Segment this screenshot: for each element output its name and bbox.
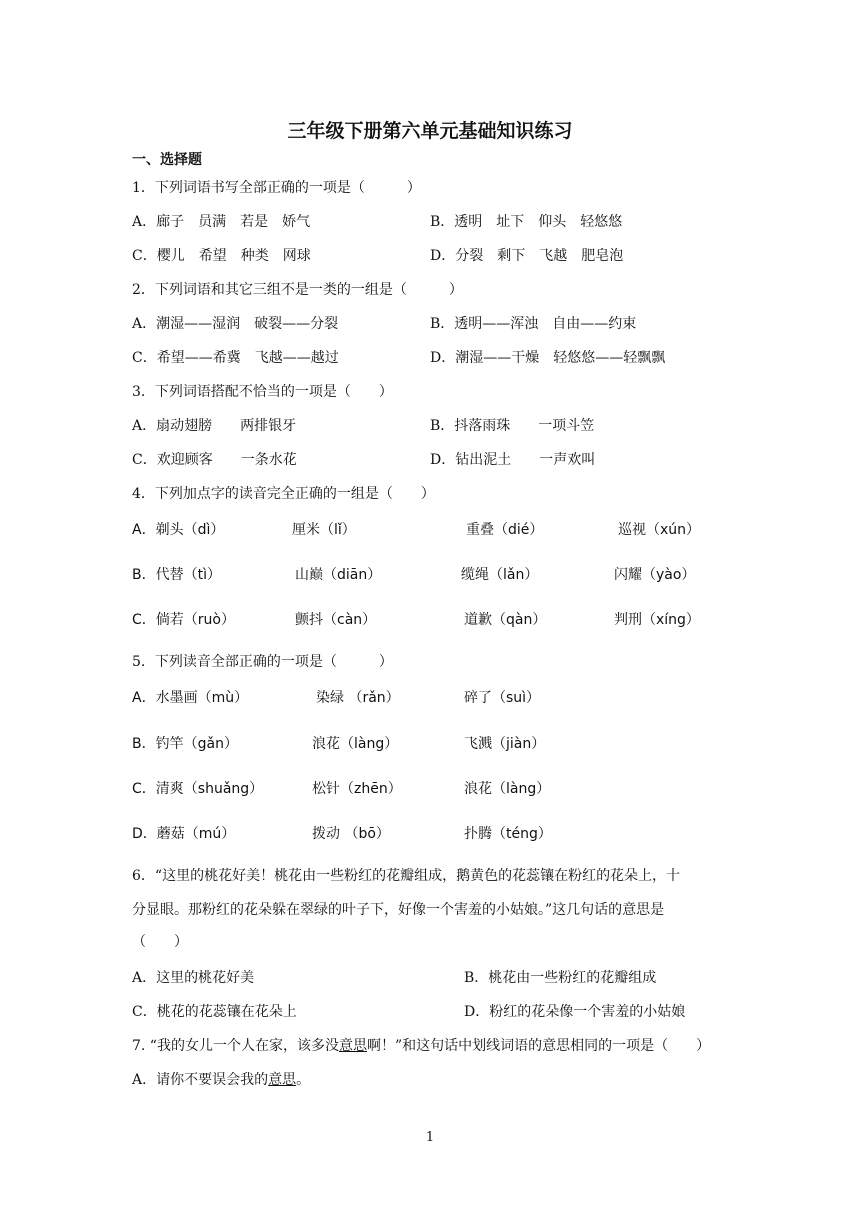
question-5-stem: 5．下列读音全部正确的一项是（ ） [132, 654, 393, 670]
q1-option-b: B．透明 址下 仰头 轻悠悠 [430, 214, 623, 230]
q5-option-c-3: 浪花（làng） [464, 781, 551, 797]
q6-option-a: A．这里的桃花好美 [132, 970, 255, 986]
question-3-stem: 3．下列词语搭配不恰当的一项是（ ） [132, 384, 393, 400]
q2-option-a: A．潮湿——湿润 破裂——分裂 [132, 316, 339, 332]
underlined-word: 意思 [268, 1072, 297, 1088]
q3-option-a: A．扇动翅膀 两排银牙 [132, 418, 297, 434]
q4-option-b-1: B．代替（tì） [132, 567, 221, 583]
q4-option-c-1: C．倘若（ruò） [132, 612, 235, 628]
q5-option-c-2: 松针（zhēn） [312, 781, 402, 797]
page-number: 1 [425, 1130, 435, 1145]
q1-option-d: D．分裂 剩下 飞越 肥皂泡 [430, 248, 624, 264]
q2-option-b: B．透明——浑浊 自由——约束 [430, 316, 637, 332]
question-6-line-1: 6．“这里的桃花好美！桃花由一些粉红的花瓣组成，鹅黄色的花蕊镶在粉红的花朵上，十 [132, 868, 681, 884]
q1-option-c: C．樱儿 希望 种类 网球 [132, 248, 311, 264]
section-heading: 一、选择题 [132, 152, 202, 168]
q4-option-b-3: 缆绳（lǎn） [461, 567, 539, 583]
q4-option-b-4: 闪耀（yào） [614, 567, 696, 583]
q5-option-d-1: D．蘑菇（mú） [132, 826, 236, 842]
q6-option-c: C．桃花的花蕊镶在花朵上 [132, 1004, 297, 1020]
q5-option-d-3: 扑腾（téng） [464, 826, 552, 842]
q2-option-d: D．潮湿——干燥 轻悠悠——轻飘飘 [430, 350, 666, 366]
q1-option-a: A．廊子 员满 若是 娇气 [132, 214, 311, 230]
q5-option-a-2: 染绿 （rǎn） [316, 690, 400, 706]
q5-option-a-3: 碎了（suì） [464, 690, 541, 706]
underlined-word: 意思 [338, 1038, 367, 1054]
q4-option-a-2: 厘米（lǐ） [292, 522, 356, 538]
question-6-line-2: 分显眼。那粉红的花朵躲在翠绿的叶子下，好像一个害羞的小姑娘。”这几句话的意思是 [132, 902, 665, 918]
question-7-stem: 7. “我的女儿一个人在家，该多没意思啊！”和这句话中划线词语的意思相同的一项是（ ） [132, 1038, 711, 1054]
question-2-stem: 2．下列词语和其它三组不是一类的一组是（ ） [132, 282, 463, 298]
page-title: 三年级下册第六单元基础知识练习 [287, 120, 573, 142]
q3-option-c: C．欢迎顾客 一条水花 [132, 452, 297, 468]
q5-option-d-2: 拨动 （bō） [312, 826, 390, 842]
q6-option-d: D．粉红的花朵像一个害羞的小姑娘 [464, 1004, 686, 1020]
q3-option-b: B．抖落雨珠 一项斗笠 [430, 418, 595, 434]
q3-option-d: D．钻出泥土 一声欢叫 [430, 452, 596, 468]
question-6-line-3: （ ） [132, 934, 188, 950]
q4-option-a-1: A．剃头（dì） [132, 522, 225, 538]
q2-option-c: C．希望——希冀 飞越——越过 [132, 350, 339, 366]
question-4-stem: 4．下列加点字的读音完全正确的一组是（ ） [132, 486, 435, 502]
q4-option-b-2: 山巅（diān） [295, 567, 382, 583]
q4-option-a-3: 重叠（dié） [466, 522, 544, 538]
q5-option-b-3: 飞溅（jiàn） [464, 736, 546, 752]
q5-option-b-1: B．钓竿（gǎn） [132, 736, 238, 752]
q7-option-a: A．请你不要误会我的意思。 [132, 1072, 311, 1088]
q4-option-c-4: 判刑（xíng） [614, 612, 700, 628]
q6-option-b: B．桃花由一些粉红的花瓣组成 [464, 970, 657, 986]
q5-option-a-1: A．水墨画（mù） [132, 690, 249, 706]
question-1-stem: 1．下列词语书写全部正确的一项是（ ） [132, 180, 421, 196]
q5-option-b-2: 浪花（làng） [312, 736, 399, 752]
q5-option-c-1: C．清爽（shuǎng） [132, 781, 264, 797]
q4-option-c-2: 颤抖（càn） [295, 612, 377, 628]
q4-option-a-4: 巡视（xún） [618, 522, 701, 538]
q4-option-c-3: 道歉（qàn） [464, 612, 547, 628]
